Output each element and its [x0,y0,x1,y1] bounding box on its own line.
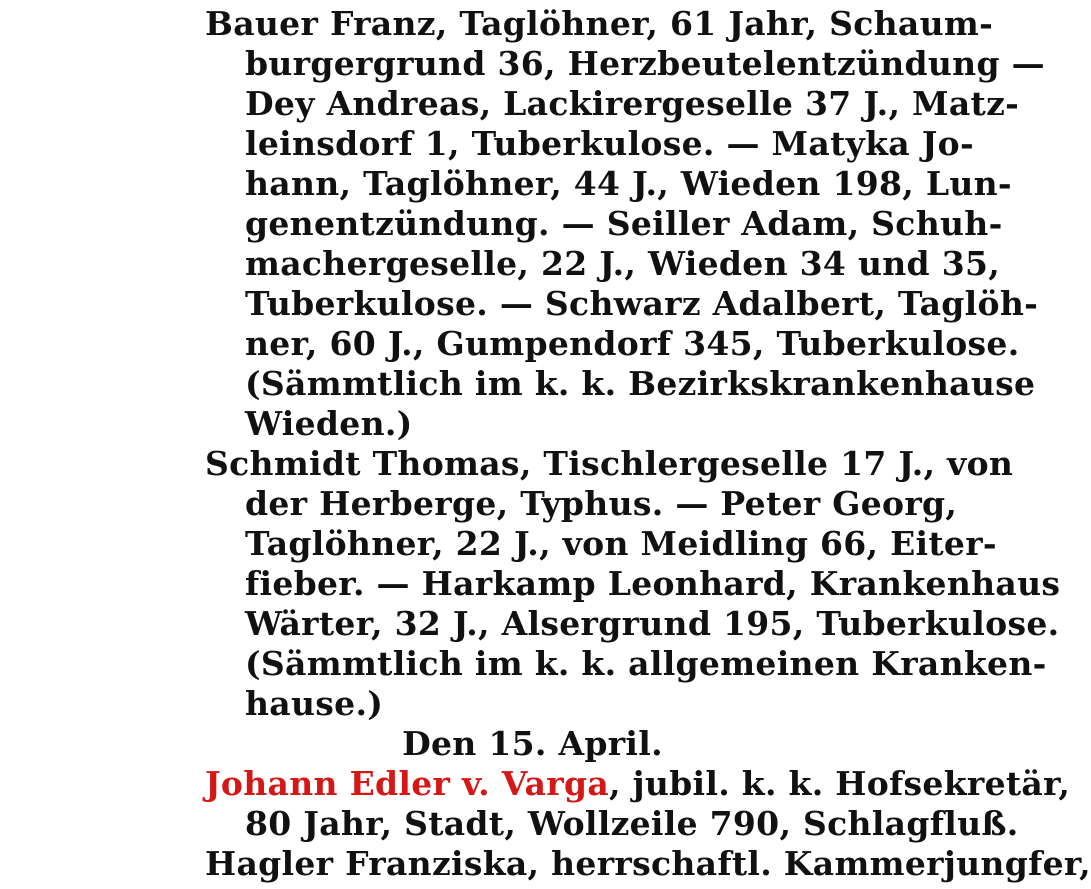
text-line: Taglöhner, 22 J., von Meidling 66, Eiter- [245,524,997,563]
text-line: hann, Taglöhner, 44 J., Wieden 198, Lun- [245,164,1012,203]
text-line: genentzündung. — Seiller Adam, Schuh- [245,204,1003,243]
text-line: der Herberge, Typhus. — Peter Georg, [245,484,958,523]
text-line: Hagler Franziska, herrschaftl. Kammerjungfer, [205,844,1091,883]
text-line: (Sämmtlich im k. k. Bezirkskrankenhause [245,364,1036,403]
text-line: ner, 60 J., Gumpendorf 345, Tuberkulose. [245,324,1020,363]
date-heading: Den 15. April. [402,724,663,763]
highlighted-name: Johann Edler v. Varga [205,764,610,803]
text-line: 80 Jahr, Stadt, Wollzeile 790, Schlagfluß. [245,804,1019,843]
entry-text: , jubil. k. k. Hofsekretär, [609,764,1071,803]
entry-varga-line [205,764,1071,804]
text-line: Wärter, 32 J., Alsergrund 195, Tuberkulose. [245,604,1060,643]
text-line: burgergrund 36, Herzbeutelentzündung — [245,44,1045,83]
text-line: leinsdorf 1, Tuberkulose. — Matyka Jo- [245,124,974,163]
text-line: (Sämmtlich im k. k. allgemeinen Kranken- [245,644,1047,683]
text-line: Wieden.) [245,404,413,443]
text-line: Schmidt Thomas, Tischlergeselle 17 J., von [205,444,1014,483]
text-line: hause.) [245,684,384,723]
text-line: machergeselle, 22 J., Wieden 34 und 35, [245,244,1001,283]
text-line: Tuberkulose. — Schwarz Adalbert, Taglöh- [245,284,1039,323]
text-line: Bauer Franz, Taglöhner, 61 Jahr, Schaum- [205,4,994,43]
text-line: fieber. — Harkamp Leonhard, Krankenhaus [245,564,1061,603]
text-line: Dey Andreas, Lackirergeselle 37 J., Matz- [245,84,1020,123]
